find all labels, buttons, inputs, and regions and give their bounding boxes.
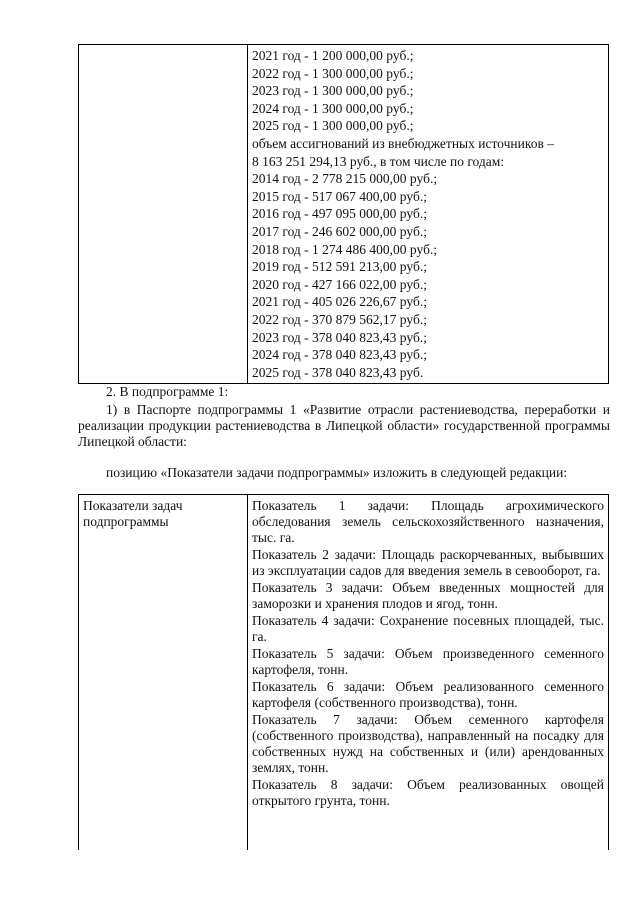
indicators-list-cell xyxy=(248,495,609,851)
funding-line: 2025 год - 1 300 000,00 руб.; xyxy=(252,118,414,134)
indicator-item: Показатель 4 задачи: Сохранение посевных площадей, тыс. га. xyxy=(252,613,604,644)
indicator-item: Показатель 8 задачи: Объем реализованных овощей открытого грунта, тонн. xyxy=(252,777,604,808)
funding-line: 2025 год - 378 040 823,43 руб. xyxy=(252,364,424,380)
funding-line: 2021 год - 405 026 226,67 руб.; xyxy=(252,294,427,310)
funding-line: 2023 год - 1 300 000,00 руб.; xyxy=(252,83,414,99)
funding-line: 2022 год - 370 879 562,17 руб.; xyxy=(252,311,427,327)
funding-line: объем ассигнований из внебюджетных источников – xyxy=(252,135,554,151)
funding-line: 2022 год - 1 300 000,00 руб.; xyxy=(252,65,414,81)
indicator-item: Показатель 5 задачи: Объем произведенного семенного картофеля, тонн. xyxy=(252,646,604,677)
indicator-item: Показатель 3 задачи: Объем введенных мощностей для заморозки и хранения плодов и ягод, тонн. xyxy=(252,580,604,611)
funding-values-cell xyxy=(248,45,609,384)
funding-line: 2024 год - 378 040 823,43 руб.; xyxy=(252,347,427,363)
indicator-item: Показатель 7 задачи: Объем семенного картофеля (собственного производства), направленный на посадку для собственных нужд на собственных и (или) арендованных землях, тонн. xyxy=(252,712,604,775)
funding-line: 8 163 251 294,13 руб., в том числе по годам: xyxy=(252,153,505,169)
funding-table xyxy=(78,44,609,384)
funding-row xyxy=(79,45,609,384)
funding-line: 2019 год - 512 591 213,00 руб.; xyxy=(252,259,427,275)
funding-line: 2023 год - 378 040 823,43 руб.; xyxy=(252,329,427,345)
funding-line: 2024 год - 1 300 000,00 руб.; xyxy=(252,100,414,116)
funding-line: 2016 год - 497 095 000,00 руб.; xyxy=(252,206,427,222)
indicators-row xyxy=(79,495,609,851)
funding-label-cell xyxy=(79,45,248,384)
funding-line: 2014 год - 2 778 215 000,00 руб.; xyxy=(252,171,438,187)
position-paragraph: позицию «Показатели задачи подпрограммы» изложить в следующей редакции: xyxy=(106,465,568,480)
funding-line: 2018 год - 1 274 486 400,00 руб.; xyxy=(252,241,438,257)
indicator-item: Показатель 1 задачи: Площадь агрохимического обследования земель сельскохозяйственного назначения, тыс. га. xyxy=(252,498,604,545)
indicator-item: Показатель 2 задачи: Площадь раскорчеванных, выбывших из эксплуатации садов для введения земель в севооборот, га. xyxy=(252,547,604,578)
amendment-paragraph: 1) в Паспорте подпрограммы 1 «Развитие отрасли растениеводства, переработки и реализации продукции растениеводства в Липецкой области» государственной программы Липецкой области: xyxy=(78,402,610,449)
funding-line: 2020 год - 427 166 022,00 руб.; xyxy=(252,276,427,292)
indicators-label-cell: Показатели задач подпрограммы xyxy=(79,495,248,851)
funding-line: 2017 год - 246 602 000,00 руб.; xyxy=(252,223,427,239)
funding-line: 2015 год - 517 067 400,00 руб.; xyxy=(252,188,427,204)
funding-line: 2021 год - 1 200 000,00 руб.; xyxy=(252,48,414,63)
indicators-table xyxy=(78,494,609,850)
section-heading: 2. В подпрограмме 1: xyxy=(106,384,229,399)
indicator-item: Показатель 6 задачи: Объем реализованного семенного картофеля (собственного производства), тонн. xyxy=(252,679,604,710)
